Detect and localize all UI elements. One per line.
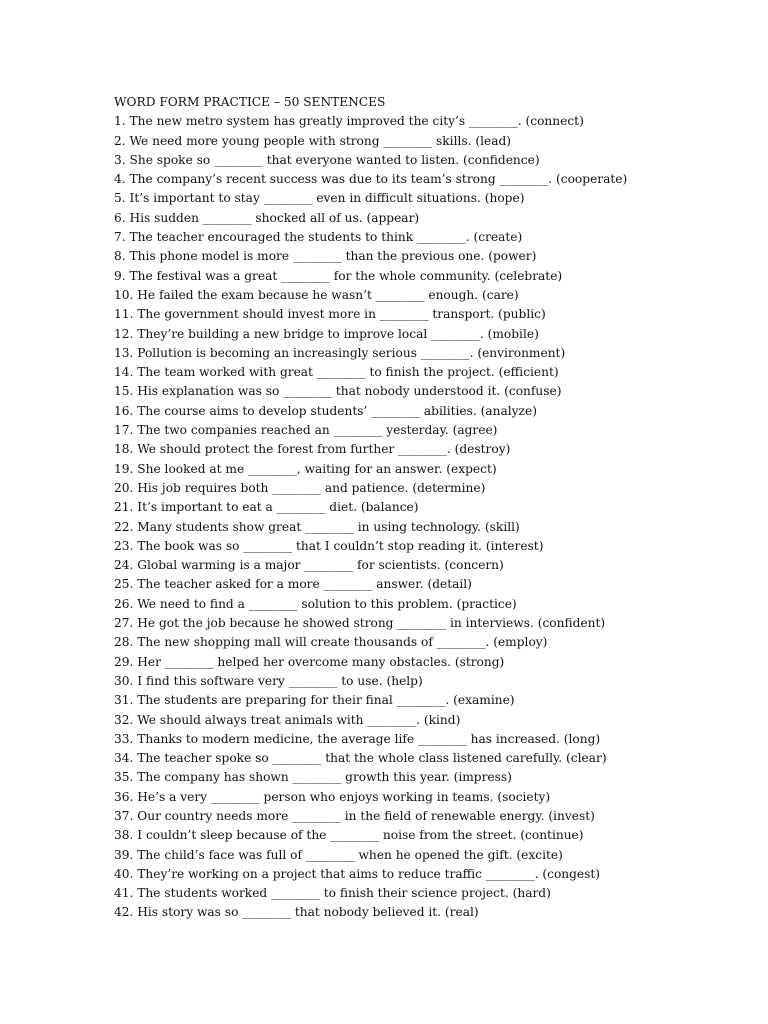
sentence-list [114,112,734,922]
sentence-item: 4. The company’s recent success was due to its team’s strong ________. (cooperate) [114,172,628,187]
sentence-item: 14. The team worked with great ________ to finish the project. (efficient) [114,365,559,380]
sentence-item: 19. She looked at me ________, waiting for an answer. (expect) [114,461,497,476]
sentence-item: 3. She spoke so ________ that everyone wanted to listen. (confidence) [114,152,540,167]
sentence-item: 26. We need to find a ________ solution to this problem. (practice) [114,596,517,611]
sentence-item: 28. The new shopping mall will create thousands of ________. (employ) [114,635,548,650]
sentence-item: 37. Our country needs more ________ in the field of renewable energy. (invest) [114,808,595,823]
sentence-item: 30. I find this software very ________ to use. (help) [114,673,423,688]
sentence-item: 32. We should always treat animals with ________. (kind) [114,712,461,727]
sentence-item: 29. Her ________ helped her overcome many obstacles. (strong) [114,654,505,669]
sentence-item: 22. Many students show great ________ in using technology. (skill) [114,519,520,534]
sentence-item: 42. His story was so ________ that nobody believed it. (real) [114,905,479,920]
sentence-item: 35. The company has shown ________ growth this year. (impress) [114,770,512,785]
sentence-item: 40. They’re working on a project that aims to reduce traffic ________. (congest) [114,866,601,881]
sentence-item: 34. The teacher spoke so ________ that the whole class listened carefully. (clear) [114,751,607,766]
sentence-item: 36. He’s a very ________ person who enjoys working in teams. (society) [114,789,551,804]
sentence-item: 39. The child’s face was full of ________ when he opened the gift. (excite) [114,847,563,862]
sentence-item: 20. His job requires both ________ and patience. (determine) [114,480,486,495]
sentence-item: 24. Global warming is a major ________ for scientists. (concern) [114,558,504,573]
sentence-item: 38. I couldn’t sleep because of the ________ noise from the street. (continue) [114,828,584,843]
sentence-item: 21. It’s important to eat a ________ diet. (balance) [114,500,419,515]
sentence-item: 41. The students worked ________ to finish their science project. (hard) [114,886,551,901]
sentence-item: 2. We need more young people with strong ________ skills. (lead) [114,133,512,148]
sentence-item: 5. It’s important to stay ________ even in difficult situations. (hope) [114,191,525,206]
sentence-item: 16. The course aims to develop students’ ________ abilities. (analyze) [114,403,537,418]
sentence-item: 31. The students are preparing for their final ________. (examine) [114,693,515,708]
sentence-item: 18. We should protect the forest from further ________. (destroy) [114,442,511,457]
page-title: WORD FORM PRACTICE – 50 SENTENCES [114,95,386,109]
sentence-item: 27. He got the job because he showed strong ________ in interviews. (confident) [114,616,606,631]
document-page [114,93,734,923]
sentence-item: 13. Pollution is becoming an increasingly serious ________. (environment) [114,345,566,360]
sentence-item: 25. The teacher asked for a more ________ answer. (detail) [114,577,472,592]
sentence-item: 12. They’re building a new bridge to improve local ________. (mobile) [114,326,539,341]
sentence-item: 33. Thanks to modern medicine, the average life ________ has increased. (long) [114,731,601,746]
sentence-item: 9. The festival was a great ________ for the whole community. (celebrate) [114,268,563,283]
sentence-item: 1. The new metro system has greatly improved the city’s ________. (connect) [114,114,584,129]
sentence-item: 6. His sudden ________ shocked all of us. (appear) [114,210,420,225]
sentence-item: 11. The government should invest more in ________ transport. (public) [114,307,546,322]
sentence-item: 8. This phone model is more ________ than the previous one. (power) [114,249,537,264]
sentence-item: 15. His explanation was so ________ that nobody understood it. (confuse) [114,384,562,399]
sentence-item: 17. The two companies reached an ________ yesterday. (agree) [114,423,498,438]
sentence-item: 7. The teacher encouraged the students to think ________. (create) [114,230,523,245]
sentence-item: 23. The book was so ________ that I couldn’t stop reading it. (interest) [114,538,544,553]
sentence-item: 10. He failed the exam because he wasn’t ________ enough. (care) [114,287,519,302]
